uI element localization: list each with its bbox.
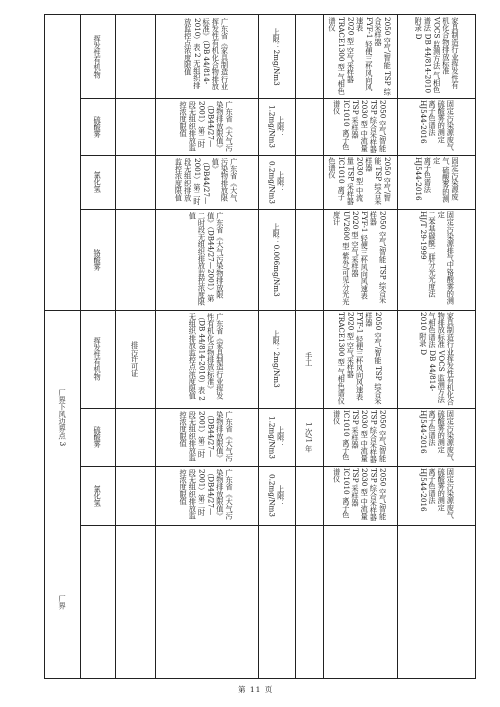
instrument-cell: [323, 408, 397, 466]
limit-value: 上限：0.006mg/Nm3: [272, 222, 282, 297]
monitoring-table: [44, 14, 476, 679]
limit-cell: [258, 155, 295, 209]
instrument-cell: [323, 155, 397, 209]
limit-value: 上限：0.2mg/Nm3: [267, 474, 286, 517]
mode-cell: [295, 15, 323, 98]
limit-cell: [258, 98, 295, 155]
instrument-list: 2050 空气/智能 TSP 综合采样器 FYF-1 轻便三杯风向风速表 2020 型 空气采样器 TRACE1300 型 气相色谱仪: [337, 312, 383, 405]
pollutant-name: 硫酸雾: [93, 115, 103, 138]
pollutant-name: 硫酸雾: [93, 426, 103, 448]
instrument-cell: [323, 98, 397, 155]
instrument-list: 2050 空气/智能 TSP 综合采样器 FYF-1 轻便三杯风向风速表 2020 型 空气采样器 UV2600 型 紫外/可见分光光度计: [332, 211, 388, 306]
limit-cell: [258, 310, 295, 408]
standard-cell: [155, 15, 258, 98]
emission-standard: 广东省《大气污染物排放限值》（DB44/27—2001）第二时段无组织排放监控浓度限值: [179, 411, 235, 462]
page-number: 第 11 页: [238, 685, 274, 694]
analysis-method: 固定污染源废气 硫酸雾的测定 离子色谱法 HJ544-2016: [418, 468, 456, 519]
mode-cell: [295, 466, 323, 525]
freq-cell: [115, 408, 155, 466]
standard-cell: [155, 155, 258, 209]
pollutant-cell: [80, 310, 115, 408]
freq-cell: [115, 15, 155, 98]
instrument-list: 2050 空气/智能 TSP 综合采样器 FYF-1 轻便三杯风向风速表 2020 型 空气采样器 TRACE1300 型 气相色谱仪: [327, 17, 393, 96]
limit-cell: [258, 15, 295, 98]
freq-cell: [115, 466, 155, 525]
analysis-method: 家具制造行业挥发性有机化合物排放标准 VOCS 监测方法 气相色谱法 DB 44/814-2010 附录 D: [414, 17, 460, 94]
emission-standard: 广东省《大气污染物排放限值》（DB44/27—2001）第二时段无组织排放监控浓度限值: [179, 101, 235, 152]
method-cell: [397, 155, 477, 209]
pollutant-cell: [80, 408, 115, 466]
emission-standard: 广东省《家具制造行业挥发性有机化合物排放标准》（DB 44/814-2010）表 2 无组织排放监控点浓度限值: [188, 313, 225, 401]
mode-cell: [295, 310, 323, 408]
instrument-cell: [323, 15, 397, 98]
pollutant-cell: [80, 155, 115, 209]
mode-cell: [295, 155, 323, 209]
emission-standard: 广东省《大气污染物排放限值》（DB44/27—2001）第二时段无组织排放监控浓度限值: [174, 158, 239, 206]
standard-cell: [155, 408, 258, 466]
monitor-frequency: 1 次/1 年: [304, 421, 314, 453]
method-cell: [397, 408, 477, 466]
freq-cell: [115, 155, 155, 209]
limit-cell: [258, 209, 295, 310]
mode-cell: [295, 209, 323, 310]
pollutant-name: 挥发性有机物: [93, 34, 103, 79]
method-cell: [397, 98, 477, 155]
instrument-cell: [323, 310, 397, 408]
analysis-method: 固定污染源排气中铬酸雾的测定 二苯基碳酰二肼分光光度法 HJ/T 29-1999: [418, 211, 456, 305]
pollutant-name: 氯化氢: [93, 171, 103, 193]
limit-value: 上限：2mg/Nm3: [272, 330, 282, 388]
limit-value: 上限：2mg/Nm3: [272, 27, 282, 86]
pollutant-name: 铬酸雾: [93, 248, 103, 271]
analysis-method: 固定污染源废气 硫酸雾的测定 离子色谱法 HJ544-2016: [418, 410, 456, 461]
outlet-cell: [45, 310, 80, 525]
standard-cell: [155, 209, 258, 310]
standard-cell: [155, 466, 258, 525]
site-label: 厂界: [58, 595, 68, 610]
site-cell: [45, 525, 80, 680]
instrument-list: 2050 空气/智能 TSP 综合采样器 2030 型 中流量 TSP 采样器 IC1010 离子色谱仪: [332, 410, 388, 463]
pollutant-cell: [80, 98, 115, 155]
pollutant-cell: [80, 15, 115, 98]
analysis-method: 家具制造行业挥发性有机化合物排放标准 VOCS 监测方法 气相色谱法 DB 44/814-2010 附录 D: [418, 312, 456, 406]
limit-cell: [258, 408, 295, 466]
mode-cell: [295, 408, 323, 466]
instrument-cell: [323, 209, 397, 310]
method-cell: [397, 15, 477, 98]
outlet-label: 厂界下风边界点 3: [58, 388, 68, 447]
instrument-list: 2050 空气/智能 TSP 综合采样器 2030 型 中流量 TSP 采样器 IC1010 离子色谱仪: [332, 468, 388, 521]
emission-standard: 广东省《家具制造行业挥发性有机化合物排放标准》（DB 44/814-2010）表 2 无组织排放监控点浓度限值: [183, 18, 230, 90]
pollutant-name: 氯化氢: [93, 484, 103, 507]
method-cell: [397, 466, 477, 525]
instrument-list: 2050 空气/智能 TSP 综合采样器 2030 型 中流量 TSP 采样器 IC1010 离子色谱仪: [327, 157, 393, 205]
permit-label: 排污许可证: [130, 341, 140, 377]
analysis-method: 固定污染源废气 硫酸雾的测定 离子色谱法 HJ544-2016: [418, 100, 456, 151]
method-cell: [397, 209, 477, 310]
freq-cell: [115, 209, 155, 310]
emission-standard: 广东省《大气污染物排放限值》（DB44/27—2001）第二时段无组织排放监控浓度限值: [179, 469, 235, 520]
emission-standard: 广东省《大气污染物排放限值》（DB44/27—2001）第二时段无组织排放监控浓度限值: [188, 212, 225, 306]
limit-cell: [258, 466, 295, 525]
pollutant-cell: [80, 209, 115, 310]
row-divider: [80, 525, 475, 526]
instrument-cell: [323, 466, 397, 525]
freq-cell: [115, 310, 155, 408]
method-cell: [397, 310, 477, 408]
pollutant-name: 挥发性有机物: [93, 337, 103, 381]
pollutant-cell: [80, 466, 115, 525]
limit-value: 上限：0.2mg/Nm3: [267, 160, 286, 204]
limit-value: 上限：1.2mg/Nm3: [267, 415, 286, 459]
mode-cell: [295, 98, 323, 155]
instrument-list: 2050 空气/智能 TSP 综合采样器 2030 型 中流量 TSP 采样器 IC1010 离子色谱仪: [332, 100, 388, 153]
analysis-method: 固定污染源废气 硫酸雾的测定 离子色谱法 HJ544-2016: [414, 157, 460, 203]
standard-cell: [155, 98, 258, 155]
freq-cell: [115, 98, 155, 155]
monitor-mode: 手工: [304, 351, 314, 367]
standard-cell: [155, 310, 258, 408]
limit-value: 上限：1.2mg/Nm3: [267, 105, 286, 148]
